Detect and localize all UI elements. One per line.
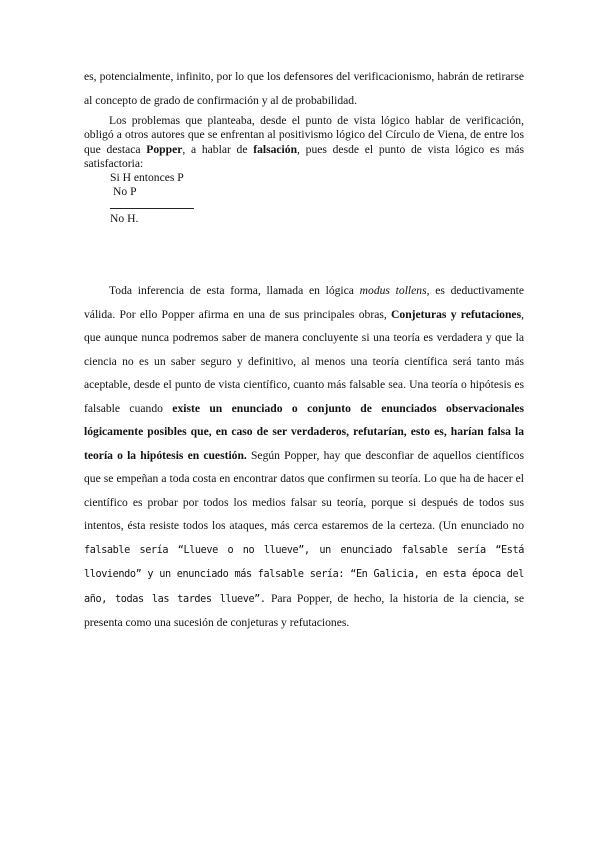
paragraph-modus-tollens	[84, 279, 524, 635]
paragraph-text: , a hablar de	[182, 142, 254, 156]
conclusion: No H.	[110, 211, 139, 225]
bold-term-falsacion: falsación	[253, 142, 298, 156]
example-statements: falsable sería “Llueve o no llueve”, un enunciado falsable sería “Está lloviendo” y un enunciado más falsable sería: “En Galicia, en esta época del año, todas las tardes llueve”.	[84, 544, 524, 605]
paragraph-text: Según Popper, hay que desconfiar de aquellos científicos que se empeñan a toda costa en encontrar datos que confirmen su teoría. Lo que ha de hacer el científico es probar por todos los medios falsar su teoría, porque si después de todos sus intentos, ésta resiste todos los ataques, más cerca estaremos de la certeza. (Un enunciado no	[84, 448, 524, 532]
paragraph-falsation-intro	[84, 114, 524, 172]
italic-term-modus-tollens: modus tollens	[359, 284, 427, 297]
paragraph-text: , pues desde el punto de vista lógico es más satisfactoria:	[84, 142, 524, 171]
paragraph-text: , que aunque nunca podremos saber de manera concluyente si una teoría es verdadera y que la ciencia no es un saber seguro y definitivo, al menos una teoría científica será tanto más aceptable, desde el punto de vista científico, cuanto más falsable sea. Una teoría o hipótesis es falsable cuando	[84, 307, 524, 415]
premise-2: No P	[113, 185, 137, 199]
paragraph-verificationism	[84, 65, 524, 113]
inference-line	[110, 208, 194, 209]
paragraph-text: , es deductivamente válida. Por ello Popper afirma en una de sus principales obras,	[84, 284, 524, 321]
premise-1: Si H entonces P	[110, 171, 184, 184]
bold-term-popper: Popper	[146, 142, 183, 156]
paragraph-text: Toda inferencia de esta forma, llamada en lógica	[109, 284, 360, 297]
bold-title-conjeturas: Conjeturas y refutaciones	[391, 307, 522, 321]
paragraph-text: Para Popper, de hecho, la historia de la ciencia, se presenta como una sucesión de conjeturas y refutaciones.	[84, 591, 524, 629]
modus-tollens-schema	[110, 171, 194, 226]
paragraph-text: es, potencialmente, infinito, por lo que los defensores del verificacionismo, habrán de retirarse al concepto de grado de confirmación y al de probabilidad.	[84, 70, 524, 107]
bold-definition-falsable: existe un enunciado o conjunto de enunciados observacionales lógicamente posibles que, en caso de ser verdaderos, refutarían, esto es, harían falsa la teoría o la hipótesis en cuestión.	[84, 401, 524, 462]
paragraph-text: Los problemas que planteaba, desde el punto de vista lógico hablar de verificación, obligó a otros autores que se enfrentan al positivismo lógico del Círculo de Viena, de entre los que destaca	[84, 114, 524, 156]
